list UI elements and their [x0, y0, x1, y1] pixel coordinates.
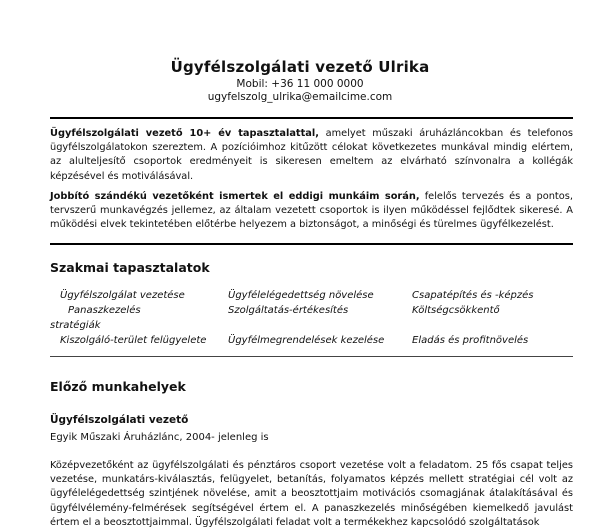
- divider-top: [50, 117, 573, 119]
- skill-item: Szolgáltatás-értékesítés: [228, 305, 349, 316]
- summary-2-highlight: Jobbító szándékú vezetőként ismertek el eddigi munkáim során,: [50, 191, 420, 202]
- job-description: Középvezetőként az ügyfélszolgálati és pénztáros csoport vezetése volt a feladatom. 25 fős csapat teljes vezetése, munkatárs-kiválasztás, felügyelet, betanítás, folyamatos képzés mellett stratégiai cél volt az ügyfélelégedettség szintjének növelése, amit a beosztottjaim motivációs csomagjának átalakításával és ügyfélvélemény-felmérések segítségével értem el. A panaszkezelés minőségében kiemelkedő javulást értem el a beosztottjaimmal. Ügyfélszolgálati feladat volt a termékekhez kapcsolódó szolgáltatások: [50, 460, 573, 528]
- skill-item: Eladás és profitnövelés: [412, 335, 529, 346]
- summary-1-text: amelyet műszaki áruházláncokban és telefonos ügyfélszolgálatokon szereztem. A pozícióimhoz kitűzött célokat következetes munkával mindig elértem, az alulteljesítő csoportok eredményeit is sikeresen emeltem az elvárható színvonalra a kollégák képzésével és motiválásával.: [50, 128, 573, 182]
- divider-middle: [50, 243, 573, 245]
- skill-item: Csapatépítés és -képzés: [412, 290, 534, 301]
- phone-line: Mobil: +36 11 000 0000: [236, 78, 364, 90]
- skills-heading: Szakmai tapasztalatok: [50, 260, 210, 275]
- job-title: Ügyfélszolgálati vezető: [50, 414, 189, 426]
- skill-item: Költségcsökkentő: [412, 305, 500, 316]
- summary-2-text: felelős tervezés és a pontos, tervszerű munkavégzés jellemez, az általam vezetett csoportok is ilyen működéssel fejlődtek sikeresé. A működési elvek tekintetében előtérbe helyezem a biztonságot, a minőségi és türelmes ügyfélkezelést.: [50, 191, 573, 231]
- skill-item: Ügyfélszolgálat vezetése: [60, 290, 185, 301]
- skill-item: Panaszkezelés: [68, 305, 141, 316]
- experience-heading: Előző munkahelyek: [50, 379, 186, 394]
- summary-paragraph-1: [50, 127, 573, 184]
- summary-paragraph-2: [50, 190, 573, 233]
- skill-item: stratégiák: [50, 320, 101, 331]
- skill-item: Kiszolgáló-terület felügyelete: [60, 335, 207, 346]
- summary-1-highlight: Ügyfélszolgálati vezető 10+ év tapasztalattal,: [50, 128, 319, 139]
- skill-item: Ügyfélmegrendelések kezelése: [228, 335, 385, 346]
- resume-name: Ügyfélszolgálati vezető Ulrika: [170, 58, 430, 76]
- email-line: ugyfelszolg_ulrika@emailcime.com: [207, 91, 393, 103]
- skill-item: Ügyfélelégedettség növelése: [228, 290, 374, 301]
- divider-bottom: [50, 356, 573, 357]
- job-company: Egyik Műszaki Áruházlánc, 2004- jelenleg is: [50, 432, 269, 443]
